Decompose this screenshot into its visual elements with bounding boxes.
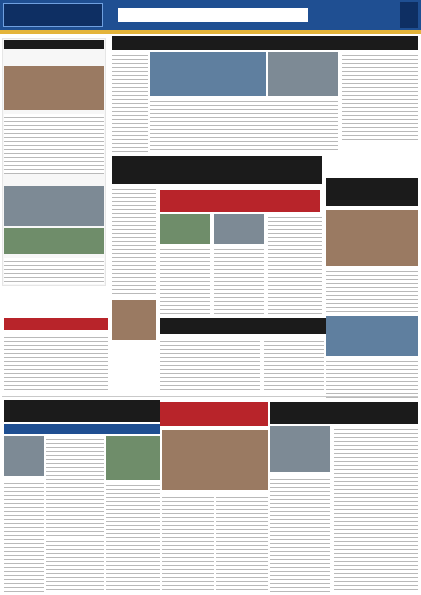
school-photo xyxy=(162,430,268,490)
meeting-headline xyxy=(4,318,108,330)
forum-photo xyxy=(270,426,330,472)
left-column-photo-3 xyxy=(4,228,104,254)
station-photo xyxy=(268,52,338,96)
health-headline xyxy=(4,400,160,422)
header-rule xyxy=(0,30,421,34)
col-text-b xyxy=(160,246,210,316)
lead-headline xyxy=(112,36,418,50)
left-column-photo xyxy=(4,66,104,110)
right-photo xyxy=(326,210,418,266)
left-column-photo-2 xyxy=(4,186,104,226)
right-text-2 xyxy=(326,358,418,398)
lead-text-col-3 xyxy=(150,98,338,152)
section-title-bar xyxy=(118,8,308,22)
col-photo-b xyxy=(160,214,210,244)
left-column-heading xyxy=(4,40,104,49)
meeting-text xyxy=(4,334,108,390)
col-photo-a xyxy=(112,300,156,340)
col-photo-c xyxy=(214,214,264,244)
col-text-d xyxy=(268,214,322,316)
left-column-text-2 xyxy=(4,258,104,284)
lead-text-col-1 xyxy=(112,52,148,152)
col-text-a xyxy=(112,186,156,296)
health-subhead xyxy=(4,424,160,434)
right-text xyxy=(326,268,418,312)
forum-text-b xyxy=(334,426,418,592)
railway-text-a xyxy=(160,338,260,392)
second-headline xyxy=(112,156,322,184)
school-text-a xyxy=(162,494,214,592)
mid-headline xyxy=(160,190,320,212)
portrait-photo xyxy=(4,436,44,476)
health-text-b xyxy=(4,480,44,592)
lead-text-col-2 xyxy=(342,52,418,142)
school-text-b xyxy=(216,494,268,592)
newspaper-masthead xyxy=(3,3,103,27)
right-photo-2 xyxy=(326,316,418,356)
health-photo xyxy=(106,436,160,480)
page-number-box xyxy=(400,2,418,28)
right-headline xyxy=(326,178,418,206)
school-headline xyxy=(160,402,268,426)
railway-text-b xyxy=(264,338,324,392)
col-text-c xyxy=(214,246,264,316)
forum-text-a xyxy=(270,476,330,592)
train-photo xyxy=(150,52,266,96)
forum-headline xyxy=(270,402,418,424)
health-text-d xyxy=(106,482,160,592)
health-text-c xyxy=(46,538,104,592)
divider xyxy=(2,396,418,397)
left-column-text xyxy=(4,114,104,174)
health-text-a xyxy=(46,436,104,536)
